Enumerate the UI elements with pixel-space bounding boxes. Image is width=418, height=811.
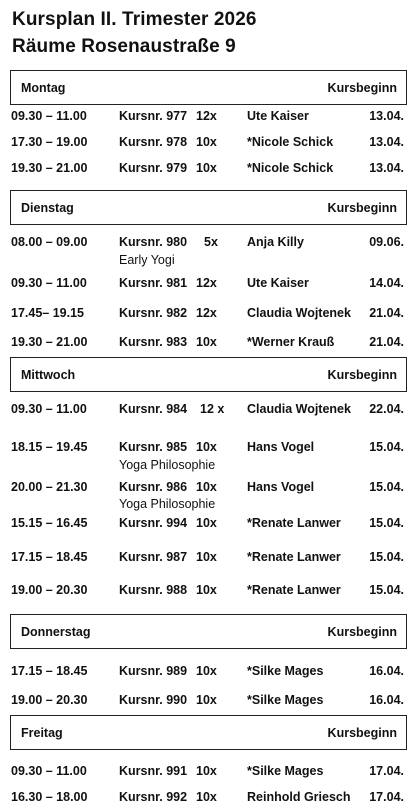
instructor-name: *Renate Lanwer bbox=[247, 516, 341, 530]
session-count: 10x bbox=[196, 550, 217, 564]
instructor-name: Hans Vogel bbox=[247, 440, 315, 454]
session-count: 10x bbox=[196, 583, 217, 597]
course-row bbox=[0, 402, 418, 420]
course-start-date: 22.04. bbox=[369, 402, 404, 416]
kursbeginn-label: Kursbeginn bbox=[327, 726, 397, 740]
course-time: 16.30 – 18.00 bbox=[11, 790, 88, 804]
course-time: 20.00 – 21.30 bbox=[11, 480, 88, 494]
day-name: Donnerstag bbox=[21, 625, 91, 639]
course-number: Kursnr. 986 bbox=[119, 480, 188, 494]
course-start-date: 15.04. bbox=[369, 440, 404, 454]
course-row bbox=[0, 693, 418, 711]
course-row bbox=[0, 440, 418, 458]
course-start-date: 21.04. bbox=[369, 335, 404, 349]
course-row bbox=[0, 276, 418, 294]
session-count: 10x bbox=[196, 440, 217, 454]
course-row bbox=[0, 161, 418, 179]
course-start-date: 14.04. bbox=[369, 276, 404, 290]
course-time: 19.00 – 20.30 bbox=[11, 693, 88, 707]
page-title-line-2: Räume Rosenaustraße 9 bbox=[12, 36, 236, 57]
course-number: Kursnr. 991 bbox=[119, 764, 188, 778]
course-row bbox=[0, 306, 418, 324]
kursbeginn-label: Kursbeginn bbox=[327, 625, 397, 639]
course-time: 09.30 – 11.00 bbox=[11, 764, 87, 778]
course-number: Kursnr. 979 bbox=[119, 161, 188, 175]
instructor-name: Reinhold Griesch bbox=[247, 790, 351, 804]
session-count: 10x bbox=[196, 693, 217, 707]
course-start-date: 17.04. bbox=[369, 790, 404, 804]
session-count: 12x bbox=[196, 306, 217, 320]
course-start-date: 13.04. bbox=[369, 161, 404, 175]
course-start-date: 15.04. bbox=[369, 550, 404, 564]
kursbeginn-label: Kursbeginn bbox=[327, 81, 397, 95]
course-start-date: 15.04. bbox=[369, 480, 404, 494]
session-count: 10x bbox=[196, 480, 217, 494]
instructor-name: *Werner Krauß bbox=[247, 335, 335, 349]
day-header-freitag bbox=[10, 715, 407, 750]
page-title-line-1: Kursplan II. Trimester 2026 bbox=[12, 9, 257, 30]
course-number: Kursnr. 978 bbox=[119, 135, 188, 149]
course-row bbox=[0, 764, 418, 782]
course-time: 19.30 – 21.00 bbox=[11, 161, 88, 175]
course-time: 17.15 – 18.45 bbox=[11, 550, 88, 564]
course-number: Kursnr. 988 bbox=[119, 583, 188, 597]
course-number: Kursnr. 990 bbox=[119, 693, 188, 707]
instructor-name: Claudia Wojtenek bbox=[247, 402, 351, 416]
course-row bbox=[0, 790, 418, 808]
instructor-name: *Renate Lanwer bbox=[247, 583, 341, 597]
course-start-date: 09.06. bbox=[369, 235, 404, 249]
session-count: 10x bbox=[196, 161, 217, 175]
session-count: 10x bbox=[196, 764, 217, 778]
course-row bbox=[0, 550, 418, 568]
day-header-donnerstag bbox=[10, 614, 407, 649]
session-count: 12x bbox=[196, 109, 217, 123]
day-name: Mittwoch bbox=[21, 368, 76, 382]
instructor-name: Anja Killy bbox=[247, 235, 304, 249]
instructor-name: *Nicole Schick bbox=[247, 135, 334, 149]
course-time: 17.30 – 19.00 bbox=[11, 135, 88, 149]
course-time: 18.15 – 19.45 bbox=[11, 440, 88, 454]
course-start-date: 15.04. bbox=[369, 516, 404, 530]
course-row bbox=[0, 109, 418, 127]
session-count: 10x bbox=[196, 790, 217, 804]
course-number: Kursnr. 985 bbox=[119, 440, 188, 454]
instructor-name: *Silke Mages bbox=[247, 693, 324, 707]
course-number: Kursnr. 984 bbox=[119, 402, 188, 416]
course-number: Kursnr. 994 bbox=[119, 516, 188, 530]
course-row bbox=[0, 480, 418, 498]
day-name: Dienstag bbox=[21, 201, 74, 215]
course-start-date: 13.04. bbox=[369, 109, 404, 123]
course-time: 09.30 – 11.00 bbox=[11, 402, 87, 416]
course-number: Kursnr. 989 bbox=[119, 664, 188, 678]
course-row bbox=[0, 516, 418, 534]
instructor-name: *Silke Mages bbox=[247, 764, 324, 778]
course-start-date: 16.04. bbox=[369, 664, 404, 678]
kursbeginn-label: Kursbeginn bbox=[327, 368, 397, 382]
instructor-name: *Nicole Schick bbox=[247, 161, 334, 175]
course-number: Kursnr. 981 bbox=[119, 276, 188, 290]
session-count: 10x bbox=[196, 664, 217, 678]
instructor-name: Ute Kaiser bbox=[247, 276, 309, 290]
course-time: 15.15 – 16.45 bbox=[11, 516, 88, 530]
session-count: 10x bbox=[196, 516, 217, 530]
course-time: 19.00 – 20.30 bbox=[11, 583, 88, 597]
course-time: 17.15 – 18.45 bbox=[11, 664, 88, 678]
course-start-date: 16.04. bbox=[369, 693, 404, 707]
session-count: 10x bbox=[196, 335, 217, 349]
course-row bbox=[0, 135, 418, 153]
instructor-name: Claudia Wojtenek bbox=[247, 306, 351, 320]
day-name: Freitag bbox=[21, 726, 63, 740]
session-count: 12 x bbox=[200, 402, 225, 416]
course-row bbox=[0, 235, 418, 253]
course-time: 09.30 – 11.00 bbox=[11, 276, 87, 290]
course-time: 17.45– 19.15 bbox=[11, 306, 84, 320]
course-subtitle: Yoga Philosophie bbox=[119, 497, 216, 511]
course-start-date: 13.04. bbox=[369, 135, 404, 149]
day-header-dienstag bbox=[10, 190, 407, 225]
day-header-montag bbox=[10, 70, 407, 105]
course-number: Kursnr. 977 bbox=[119, 109, 188, 123]
course-subtitle: Early Yogi bbox=[119, 253, 175, 267]
session-count: 5x bbox=[204, 235, 218, 249]
course-row bbox=[0, 335, 418, 353]
day-name: Montag bbox=[21, 81, 66, 95]
instructor-name: Hans Vogel bbox=[247, 480, 315, 494]
course-time: 19.30 – 21.00 bbox=[11, 335, 88, 349]
course-number: Kursnr. 980 bbox=[119, 235, 188, 249]
course-number: Kursnr. 982 bbox=[119, 306, 188, 320]
course-start-date: 21.04. bbox=[369, 306, 404, 320]
instructor-name: *Silke Mages bbox=[247, 664, 324, 678]
course-time: 09.30 – 11.00 bbox=[11, 109, 87, 123]
course-number: Kursnr. 992 bbox=[119, 790, 188, 804]
course-number: Kursnr. 987 bbox=[119, 550, 188, 564]
course-row bbox=[0, 583, 418, 601]
course-row bbox=[0, 664, 418, 682]
instructor-name: Ute Kaiser bbox=[247, 109, 309, 123]
day-header-mittwoch bbox=[10, 357, 407, 392]
kursbeginn-label: Kursbeginn bbox=[327, 201, 397, 215]
course-time: 08.00 – 09.00 bbox=[11, 235, 88, 249]
course-subtitle: Yoga Philosophie bbox=[119, 458, 216, 472]
session-count: 12x bbox=[196, 276, 217, 290]
course-start-date: 15.04. bbox=[369, 583, 404, 597]
course-number: Kursnr. 983 bbox=[119, 335, 188, 349]
instructor-name: *Renate Lanwer bbox=[247, 550, 341, 564]
course-start-date: 17.04. bbox=[369, 764, 404, 778]
session-count: 10x bbox=[196, 135, 217, 149]
